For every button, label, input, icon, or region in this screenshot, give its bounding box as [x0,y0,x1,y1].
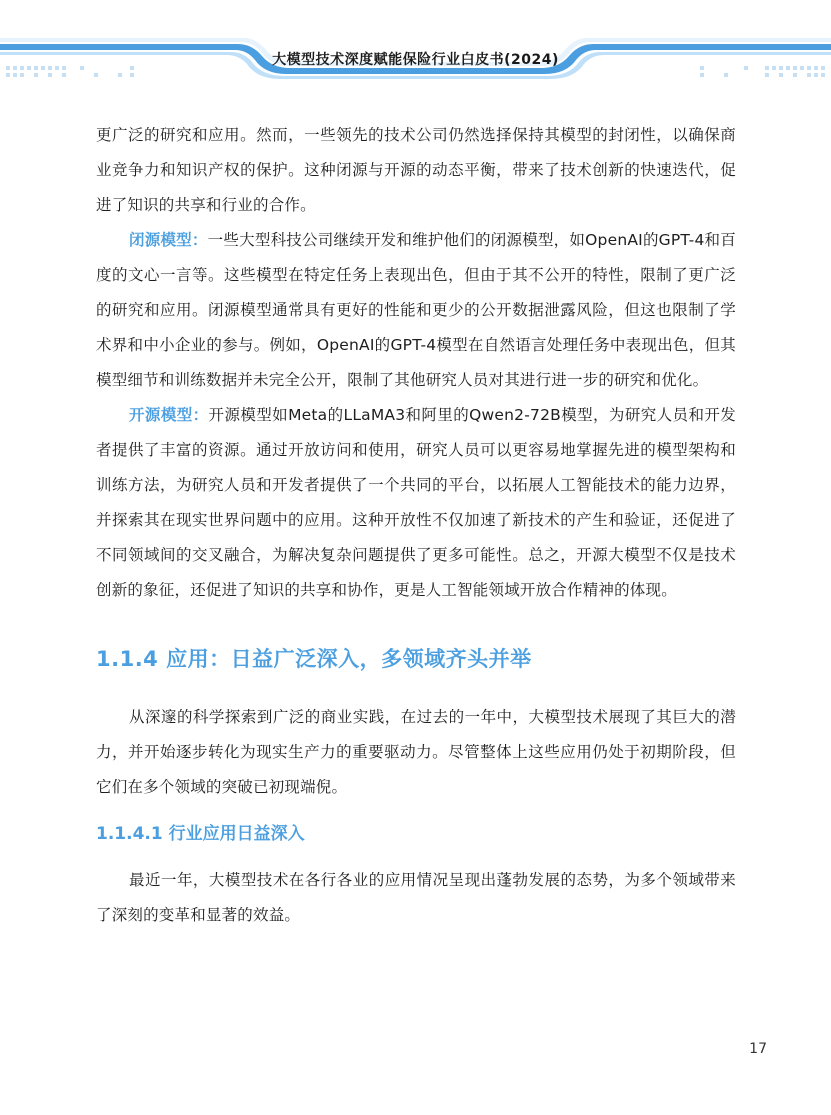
paragraph-open-source [96,398,736,608]
closed-source-text: 一些大型科技公司继续开发和维护他们的闭源模型，如OpenAI的GPT-4和百度的文心一言等。这些模型在特定任务上表现出色，但由于其不公开的特性，限制了更广泛的研究和应用。闭源模型通常具有更好的性能和更少的公开数据泄露风险，但这也限制了学术界和中小企业的参与。例如，OpenAI的GPT-4模型在自然语言处理任务中表现出色，但其模型细节和训练数据并未完全公开，限制了其他研究人员对其进行进一步的研究和优化。 [96,231,736,389]
open-source-text: 开源模型如Meta的LLaMA3和阿里的Qwen2-72B模型，为研究人员和开发者提供了丰富的资源。通过开放访问和使用，研究人员可以更容易地掌握先进的模型架构和训练方法，为研究人员和开发者提供了一个共同的平台，以拓展人工智能技术的能力边界，并探索其在现实世界问题中的应用。这种开放性不仅加速了新技术的产生和验证，还促进了不同领域间的交叉融合，为解决复杂问题提供了更多可能性。总之，开源大模型不仅是技术创新的象征，还促进了知识的共享和协作，更是人工智能领域开放合作精神的体现。 [96,406,736,599]
document-title: 大模型技术深度赋能保险行业白皮书(2024) [272,52,559,68]
closed-source-label: 闭源模型： [129,231,208,249]
paragraph-continuation: 更广泛的研究和应用。然而，一些领先的技术公司仍然选择保持其模型的封闭性，以确保商业竞争力和知识产权的保护。这种闭源与开源的动态平衡，带来了技术创新的快速迭代，促进了知识的共享和行业的合作。 [96,126,736,214]
subsection-heading: 1.1.4.1 行业应用日益深入 [96,824,305,844]
paragraph-closed-source [96,223,736,398]
section-heading: 1.1.4 应用：日益广泛深入，多领域齐头并举 [96,647,532,671]
subsection-paragraph: 最近一年，大模型技术在各行各业的应用情况呈现出蓬勃发展的态势，为多个领域带来了深刻的变革和显著的效益。 [96,871,736,924]
open-source-label: 开源模型： [129,406,209,424]
page-header [0,0,831,90]
section-paragraph: 从深邃的科学探索到广泛的商业实践，在过去的一年中，大模型技术展现了其巨大的潜力，并开始逐步转化为现实生产力的重要驱动力。尽管整体上这些应用仍处于初期阶段，但它们在多个领域的突破已初现端倪。 [96,708,736,796]
page-number: 17 [749,1041,767,1057]
page-body [96,118,736,933]
header-decoration [0,0,831,90]
